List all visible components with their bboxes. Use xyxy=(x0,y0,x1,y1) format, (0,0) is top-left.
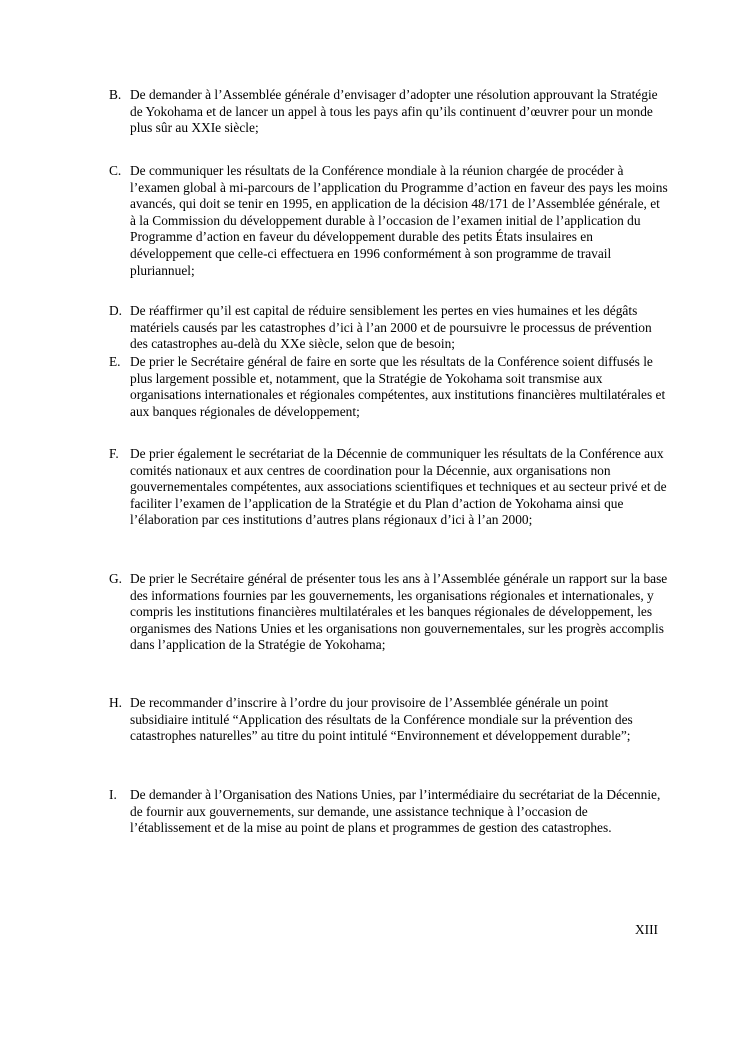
item-text: De demander à l’Organisation des Nations Unies, par l’intermédiaire du secrétariat de la Décennie, de fournir aux gouvernements, sur demande, une assistance technique à l’occasion de l’établissement et de la mise au point de plans et programmes de gestion des catastrophes. xyxy=(130,787,661,836)
item-letter: F. xyxy=(109,446,119,461)
item-text: De prier également le secrétariat de la Décennie de communiquer les résultats de la Conférence aux comités nationaux et aux centres de coordination pour la Décennie, aux organisations non gouvernementales compétentes, aux associations scientifiques et techniques et au secteur privé et de faciliter l’examen de l’application de la Stratégie et du Plan d’action de Yokohama ainsi que l’élaboration par ces institutions d’autres plans régionaux d’ici à l’an 2000; xyxy=(130,446,667,528)
list-item-h xyxy=(109,695,669,745)
list-item-c xyxy=(109,163,669,279)
item-text: De prier le Secrétaire général de présenter tous les ans à l’Assemblée générale un rapport sur la base des informations fournies par les gouvernements, les organisations régionales et internationales, y compris les institutions financières multilatérales et les banques régionales de développement, les organismes des Nations Unies et les organisations non gouvernementales, sur les progrès accomplis dans l’application de la Stratégie de Yokohama; xyxy=(130,571,668,653)
item-text: De réaffirmer qu’il est capital de réduire sensiblement les pertes en vies humaines et les dégâts matériels causés par les catastrophes d’ici à l’an 2000 et de poursuivre le processus de prévention des catastrophes au-delà du XXe siècle, selon que de besoin; xyxy=(130,303,652,352)
item-text: De recommander d’inscrire à l’ordre du jour provisoire de l’Assemblée générale un point subsidiaire intitulé “Application des résultats de la Conférence mondiale sur la prévention des catastrophes naturelles” au titre du point intitulé “Environnement et développement durable”; xyxy=(130,695,633,744)
list-item-g xyxy=(109,571,669,654)
item-letter: H. xyxy=(109,695,123,710)
item-letter: G. xyxy=(109,571,123,586)
list-item-f xyxy=(109,446,669,529)
item-letter: D. xyxy=(109,303,123,318)
item-text: De communiquer les résultats de la Conférence mondiale à la réunion chargée de procéder à l’examen global à mi-parcours de l’application du Programme d’action en faveur des pays les moins avancés, qui doit se tenir en 1995, en application de la décision 48/171 de l’Assemblée générale, et à la Commission du développement durable à l’occasion de l’examen initial de l’application du Programme d’action en faveur du développement durable des petits États insulaires en développement que celle-ci effectuera en 1996 conformément à son programme de travail pluriannuel; xyxy=(130,163,668,278)
item-text: De prier le Secrétaire général de faire en sorte que les résultats de la Conférence soient diffusés le plus largement possible et, notamment, que la Stratégie de Yokohama soit transmise aux organisations internationales et régionales compétentes, aux institutions financières multilatérales et aux banques régionales de développement; xyxy=(130,354,666,419)
item-text: De demander à l’Assemblée générale d’envisager d’adopter une résolution approuvant la Stratégie de Yokohama et de lancer un appel à tous les pays afin qu’ils continuent d’œuvrer pour un monde plus sûr au XXIe siècle; xyxy=(130,87,658,136)
list-item-i xyxy=(109,787,669,837)
item-letter: B. xyxy=(109,87,122,102)
item-letter: I. xyxy=(109,787,117,802)
list-item-d xyxy=(109,303,669,353)
page-number: XIII xyxy=(634,922,658,937)
list-item-b xyxy=(109,87,669,137)
list-item-e xyxy=(109,354,669,420)
item-letter: E. xyxy=(109,354,121,369)
item-letter: C. xyxy=(109,163,122,178)
